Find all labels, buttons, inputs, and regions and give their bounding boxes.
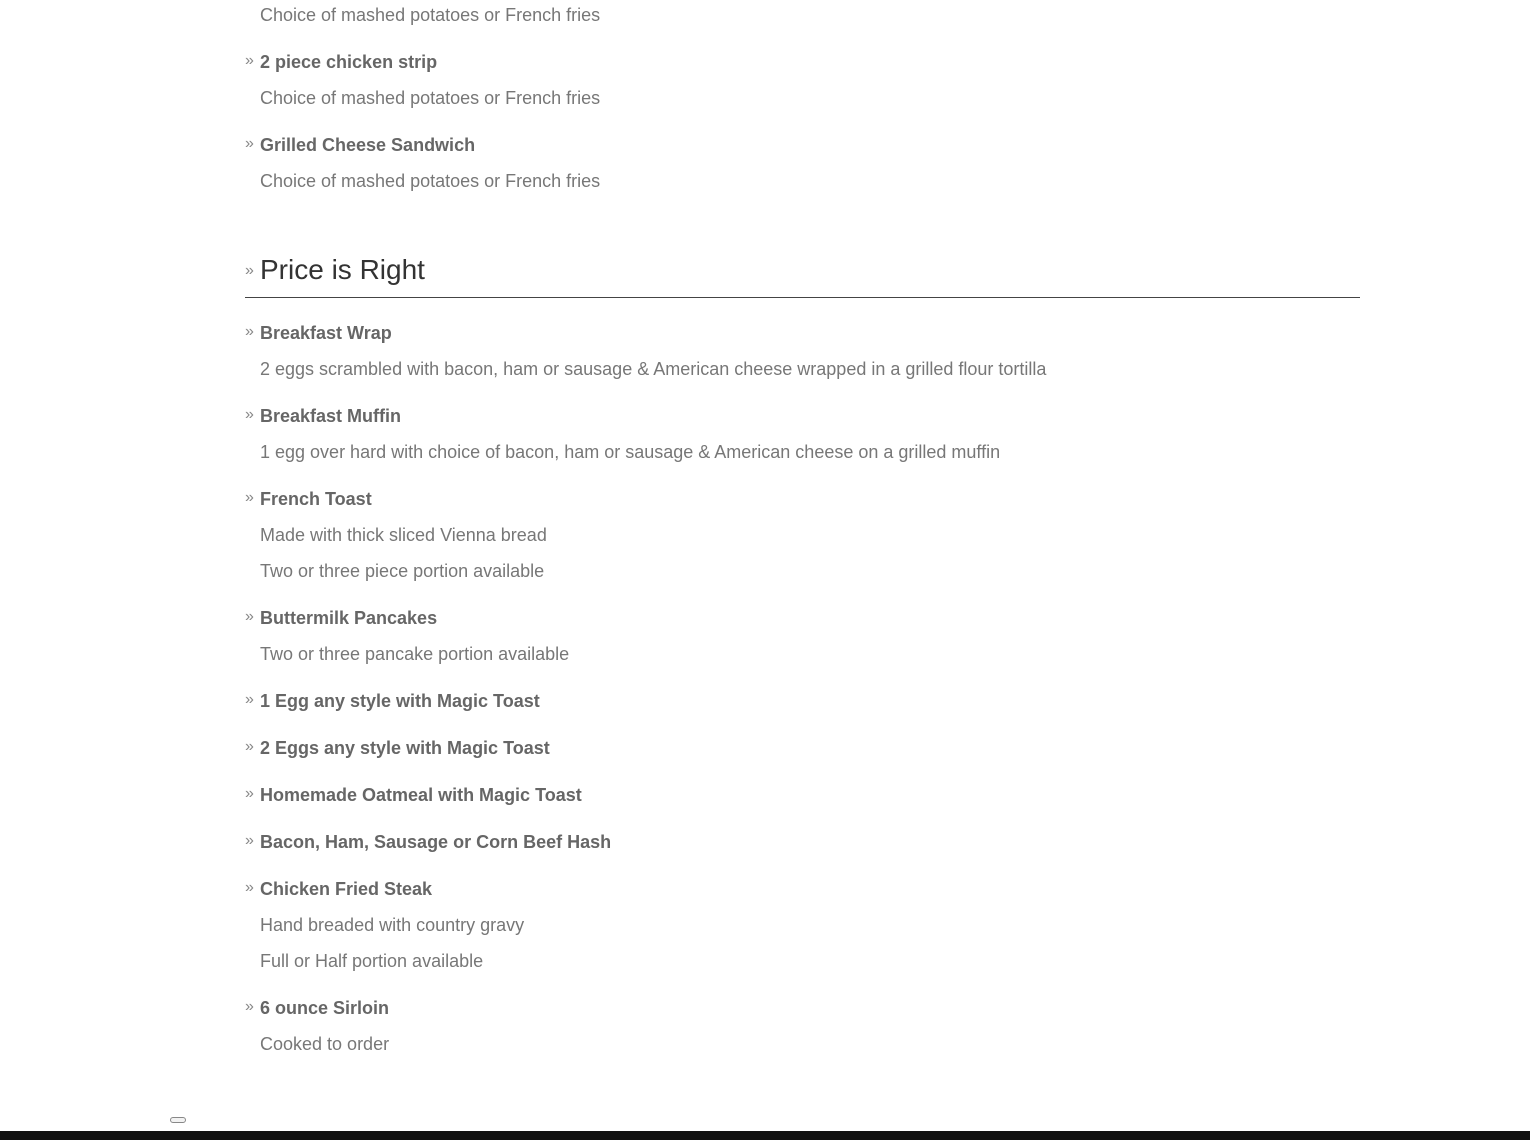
item-description: Hand breaded with country gravy [260, 915, 525, 935]
item-title: 6 ounce Sirloin [260, 998, 390, 1018]
item-description: Full or Half portion available [260, 951, 484, 971]
bullet-icon: » [245, 785, 254, 802]
bullet-icon: » [245, 135, 254, 152]
item-description: Choice of mashed potatoes or French fries [260, 88, 601, 108]
item-title: Bacon, Ham, Sausage or Corn Beef Hash [260, 832, 612, 852]
section-title: Price is Right [260, 254, 425, 285]
item-title: 2 piece chicken strip [260, 52, 438, 72]
item-description: 2 eggs scrambled with bacon, ham or sausage & American cheese wrapped in a grilled flour tortilla [260, 359, 1047, 379]
bullet-icon: » [245, 262, 254, 279]
bullet-icon: » [245, 879, 254, 896]
bullet-icon: » [245, 52, 254, 69]
item-title: Chicken Fried Steak [260, 879, 433, 899]
item-description: Choice of mashed potatoes or French fries [260, 171, 601, 191]
item-description: 1 egg over hard with choice of bacon, ham or sausage & American cheese on a grilled muffin [260, 442, 1001, 462]
item-title: Grilled Cheese Sandwich [260, 135, 476, 155]
item-title: 1 Egg any style with Magic Toast [260, 691, 540, 711]
scroll-to-top-button[interactable] [170, 1117, 186, 1123]
item-title: 2 Eggs any style with Magic Toast [260, 738, 550, 758]
item-title: Breakfast Wrap [260, 323, 392, 343]
item-description: Cooked to order [260, 1034, 390, 1054]
item-description: Two or three piece portion available [260, 561, 545, 581]
bullet-icon: » [245, 608, 254, 625]
footer-bar [0, 1131, 1530, 1140]
item-title: Buttermilk Pancakes [260, 608, 438, 628]
item-title: Homemade Oatmeal with Magic Toast [260, 785, 582, 805]
bullet-icon: » [245, 323, 254, 340]
bullet-icon: » [245, 406, 254, 423]
bullet-icon: » [245, 691, 254, 708]
section-divider [245, 297, 1360, 298]
item-description: Choice of mashed potatoes or French fries [260, 5, 601, 25]
bullet-icon: » [245, 998, 254, 1015]
item-title: French Toast [260, 489, 372, 509]
item-description: Two or three pancake portion available [260, 644, 570, 664]
bullet-icon: » [245, 738, 254, 755]
item-title: Breakfast Muffin [260, 406, 402, 426]
item-description: Made with thick sliced Vienna bread [260, 525, 547, 545]
bullet-icon: » [245, 489, 254, 506]
bullet-icon: » [245, 832, 254, 849]
